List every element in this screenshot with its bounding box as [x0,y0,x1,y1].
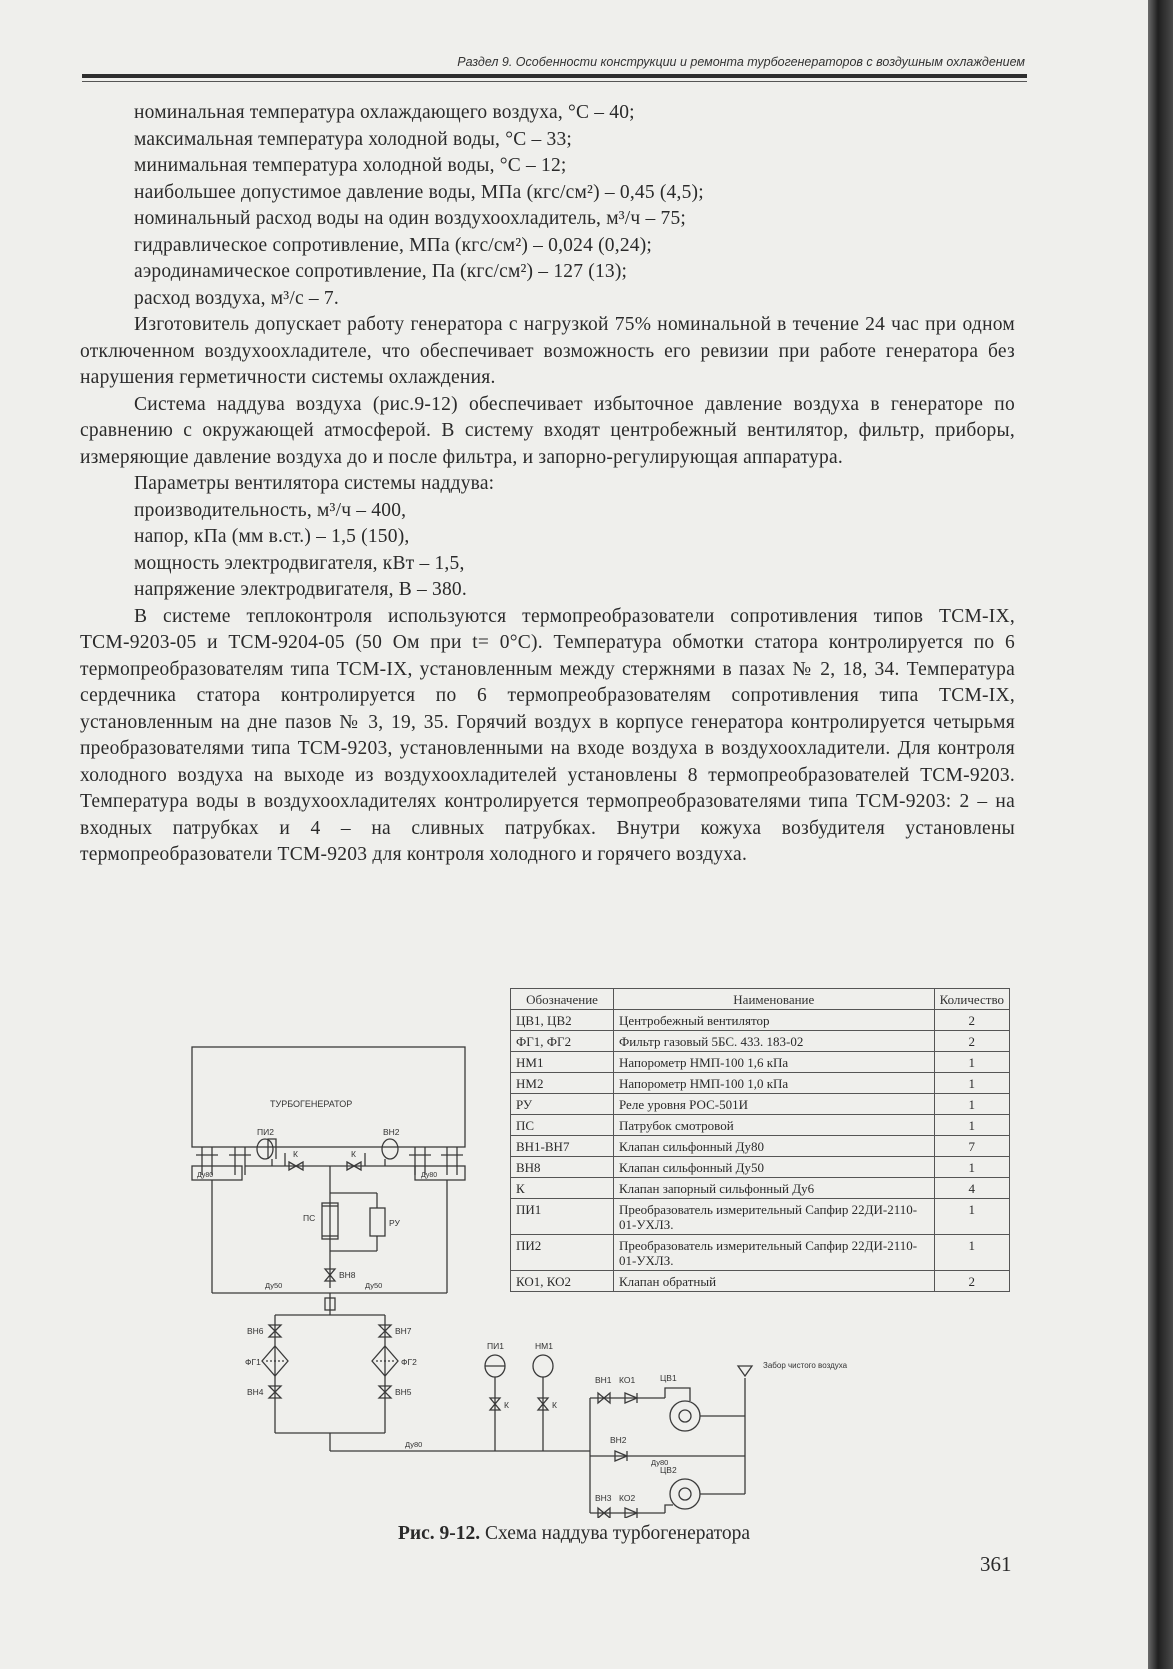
label-vn4: ВН4 [247,1387,264,1397]
legend-code: ВН1-ВН7 [511,1136,614,1157]
label-vn2: ВН2 [383,1127,400,1137]
header-rule-thin [82,81,1027,82]
body-text [80,100,1015,869]
label-du80-fan: Ду80 [651,1458,669,1467]
label-du80-right: Ду80 [421,1172,438,1179]
label-k-nm1: К [552,1400,557,1410]
legend-name: Центробежный вентилятор [614,1010,935,1031]
legend-qty: 1 [934,1094,1009,1115]
label-pi2: ПИ2 [257,1127,274,1137]
label-ps: ПС [303,1213,316,1223]
cooler-param: гидравлическое сопротивление, МПа (кгс/см²) – 0,024 (0,24); [134,234,653,256]
label-vn8: ВН8 [339,1270,356,1280]
legend-name: Клапан обратный [614,1271,935,1292]
legend-name: Реле уровня РОС-501И [614,1094,935,1115]
cooler-param: аэродинамическое сопротивление, Па (кгс/см²) – 127 (13); [134,261,628,282]
label-k-left: К [293,1149,298,1159]
generator-box [192,1047,465,1147]
label-pi1: ПИ1 [487,1341,504,1351]
fan-param: напор, кПа (мм в.ст.) – 1,5 (150), [134,526,410,547]
legend-name: Клапан сильфонный Ду50 [614,1157,935,1178]
paragraph-system: Система наддува воздуха (рис.9-12) обеспечивает избыточное давление воздуха в генераторе по сравнению с окружающей атмосферой. В систему входят центробежный вентилятор, фильтр, приборы, измеряющие давление воздуха до и после фильтра, и запорно-регулирующая аппаратура. [80,393,1015,468]
legend-code: ПИ2 [511,1235,614,1271]
legend-name: Преобразователь измерительный Сапфир 22ДИ-2110-01-УХЛЗ. [614,1235,935,1271]
fan-param: производительность, м³/ч – 400, [134,499,407,521]
fan-param: напряжение электродвигателя, В – 380. [134,579,467,600]
generator-label: ТУРБОГЕНЕРАТОР [270,1099,353,1109]
label-vn3: ВН3 [595,1493,612,1503]
legend-qty: 1 [934,1073,1009,1094]
legend-qty: 1 [934,1115,1009,1136]
label-du50-left: Ду50 [265,1281,283,1290]
label-nm1: НМ1 [535,1341,553,1351]
legend-header-row [511,989,1010,1010]
label-clean-air-intake: Забор чистого воздуха [763,1361,848,1370]
legend-name: Преобразователь измерительный Сапфир 22ДИ-2110-01-УХЛЗ. [614,1199,935,1235]
label-vn7: ВН7 [395,1326,412,1336]
cooler-param: номинальный расход воды на один воздухоохладитель, м³/ч – 75; [134,208,687,229]
label-fg1: ФГ1 [245,1357,261,1367]
label-ru: РУ [389,1218,400,1228]
legend-code: К [511,1178,614,1199]
label-vn2-fan: ВН2 [610,1435,627,1445]
legend-code: ФГ1, ФГ2 [511,1031,614,1052]
legend-name: Патрубок смотровой [614,1115,935,1136]
legend-qty: 1 [934,1235,1009,1271]
legend-code: КО1, КО2 [511,1271,614,1292]
legend-qty: 1 [934,1157,1009,1178]
legend-code: ЦВ1, ЦВ2 [511,1010,614,1031]
label-vn1: ВН1 [595,1375,612,1385]
label-fg2: ФГ2 [401,1357,417,1367]
legend-code: НМ2 [511,1073,614,1094]
figure-title: Схема наддува турбогенератора [484,1523,751,1544]
cooler-param: наибольшее допустимое давление воды, МПа (кгс/см²) – 0,45 (4,5); [134,181,704,203]
paragraph-thermocontrol: В системе теплоконтроля используются термопреобразователи сопротивления типов ТСМ-IX, ТСМ-9203-05 и ТСМ-9204-05 (50 Ом при t= 0°С). Температура обмотки статора контролируется по 6 термопреобразователям типа ТСМ-IX, установленным между стержнями в пазах № 2, 18, 34. Температура сердечника статора контролируется по 6 термопреобразователям сопротивления типа ТСМ-IX, установленным на дне пазов № 3, 19, 35. Горячий воздух в корпусе генератора контролируется четырьмя преобразователями типа ТСМ-9203, установленными на входе воздуха в воздухоохладители. Для контроля холодного воздуха на выходе из воздухоохладителей установлены 8 термопреобразователей ТСМ-9203. Температура воды в воздухоохладителях контролируется термопреобразователями типа ТСМ-9203: 2 – на входных патрубках и 4 – на сливных патрубках. Внутри кожуха возбудителя установлены термопреобразователи ТСМ-9203 для контроля холодного и горячего воздуха. [80,605,1015,865]
legend-name: Клапан сильфонный Ду80 [614,1136,935,1157]
label-k-right: К [351,1149,356,1159]
running-header: Раздел 9. Особенности конструкции и ремонта турбогенераторов с воздушным охлаждением [457,55,1025,69]
legend-code: НМ1 [511,1052,614,1073]
label-du80-bottom: Ду80 [405,1440,423,1449]
figure-label: Рис. 9-12. [397,1523,481,1544]
legend-qty: 1 [934,1199,1009,1235]
cooler-param: максимальная температура холодной воды, °С – 33; [134,128,573,150]
legend-name: Напорометр НМП-100 1,6 кПа [614,1052,935,1073]
label-k-pi1: К [504,1400,509,1410]
page-number: 361 [980,1552,1012,1576]
legend-qty: 4 [934,1178,1009,1199]
cooler-param: расход воздуха, м³/с – 7. [134,287,339,309]
legend-code: ПС [511,1115,614,1136]
label-du50-right: Ду50 [365,1281,383,1290]
legend-name: Клапан запорный сильфонный Ду6 [614,1178,935,1199]
book-spine-edge [1148,0,1173,1669]
paragraph-manufacturer: Изготовитель допускает работу генератора с нагрузкой 75% номинальной в течение 24 час при одном отключенном воздухоохладителе, что обеспечивает возможность его ревизии при работе генератора без нарушения герметичности системы охлаждения. [80,314,1015,388]
figure-caption [0,1523,1148,1545]
cooler-param: минимальная температура холодной воды, °С – 12; [134,155,567,176]
legend-qty: 2 [934,1031,1009,1052]
legend-qty: 1 [934,1052,1009,1073]
legend-code: РУ [511,1094,614,1115]
label-vn5: ВН5 [395,1387,412,1397]
legend-qty: 7 [934,1136,1009,1157]
legend-qty: 2 [934,1010,1009,1031]
fan-heading: Параметры вентилятора системы наддува: [134,473,495,494]
table-row [511,1010,1010,1031]
legend-header-name: Наименование [614,989,935,1010]
cooler-param: номинальная температура охлаждающего воздуха, °С – 40; [134,102,635,123]
label-cv1: ЦВ1 [660,1373,677,1383]
legend-header-qty: Количество [934,989,1009,1010]
legend-qty: 2 [934,1271,1009,1292]
pressurization-scheme-diagram [185,1043,925,1518]
legend-name: Напорометр НМП-100 1,0 кПа [614,1073,935,1094]
label-cv2: ЦВ2 [660,1465,677,1475]
legend-header-code: Обозначение [511,989,614,1010]
label-vn6: ВН6 [247,1326,264,1336]
label-ko2: КО2 [619,1493,636,1503]
label-du80-left: Ду80 [197,1172,214,1179]
header-rule-thick [82,74,1027,78]
legend-code: ПИ1 [511,1199,614,1235]
legend-code: ВН8 [511,1157,614,1178]
label-ko1: КО1 [619,1375,636,1385]
legend-name: Фильтр газовый 5БС. 433. 183-02 [614,1031,935,1052]
fan-param: мощность электродвигателя, кВт – 1,5, [134,552,465,574]
